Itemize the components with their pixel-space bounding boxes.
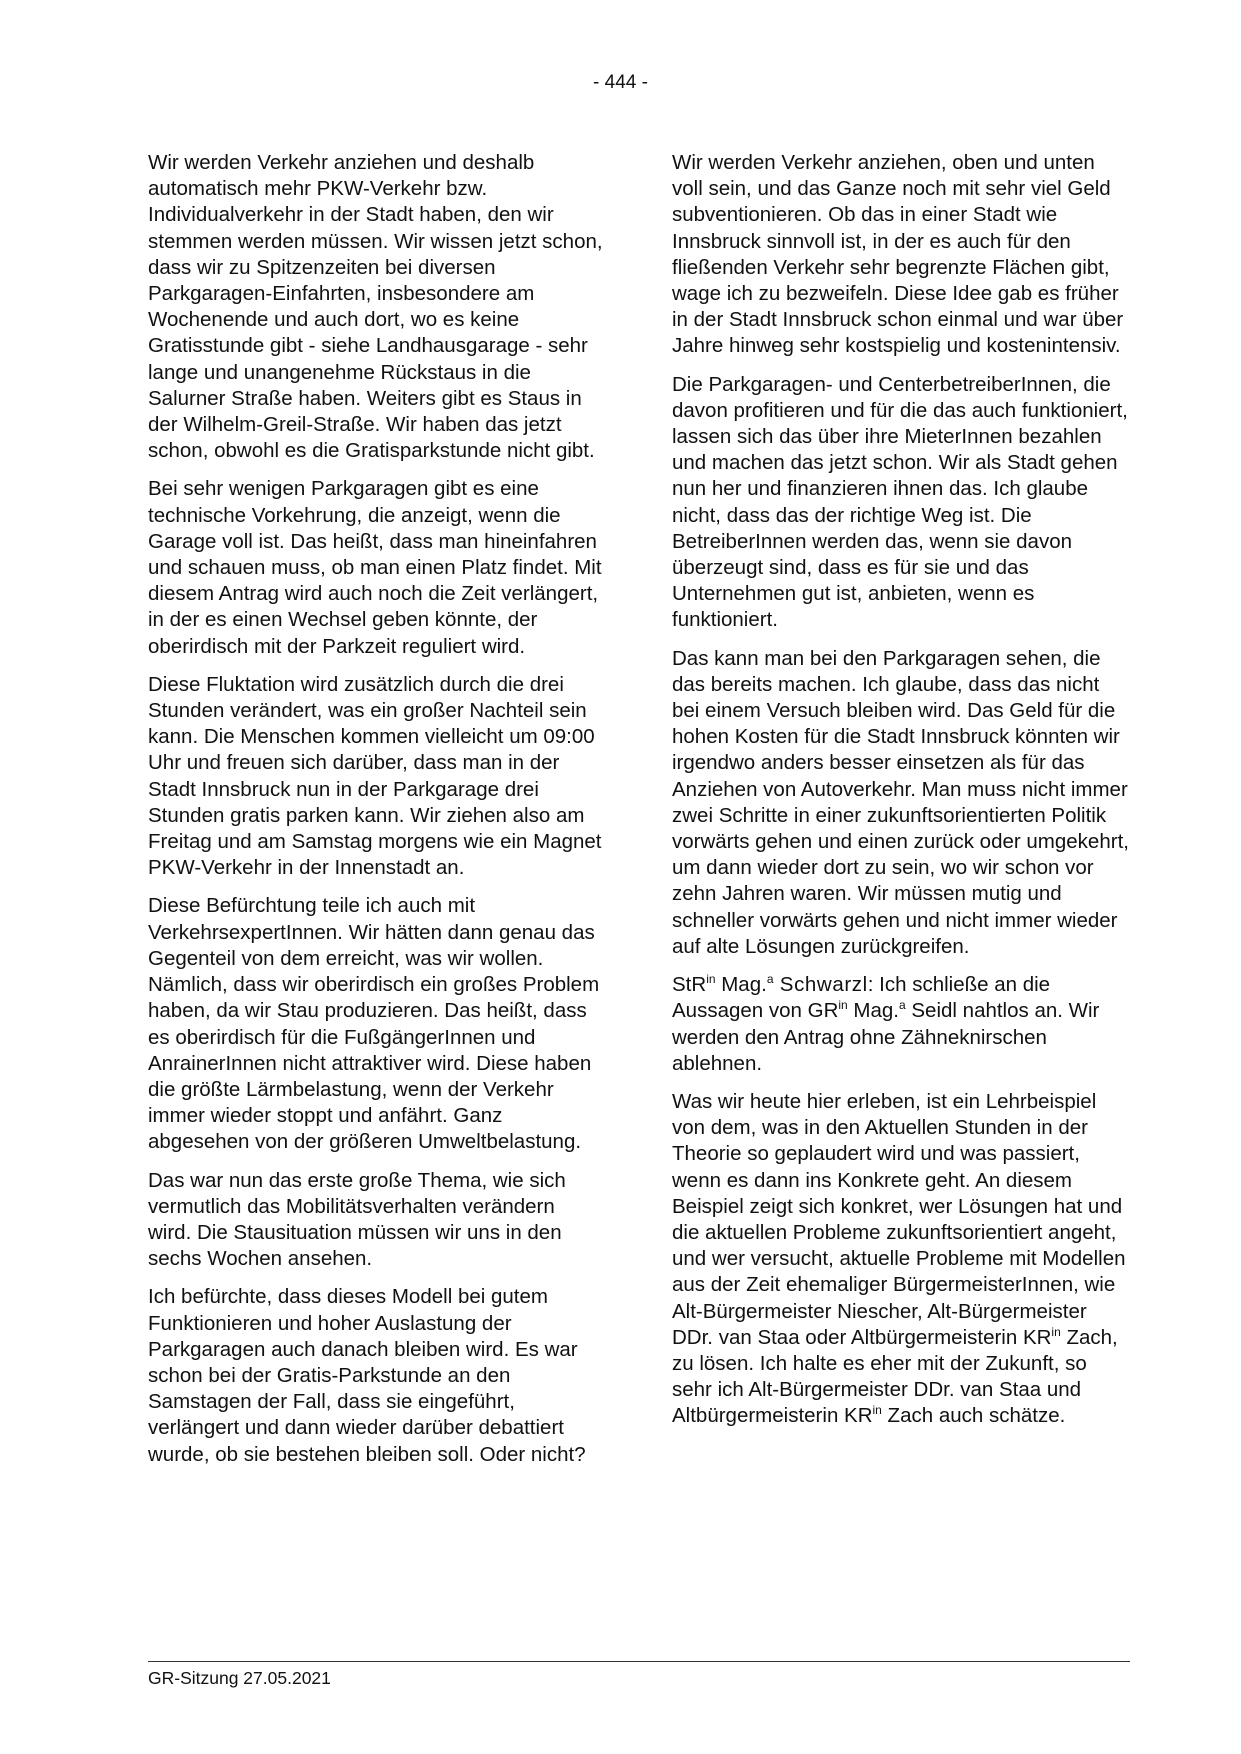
left-column [148, 150, 603, 1480]
superscript: in [838, 998, 848, 1013]
paragraph: Diese Fluktation wird zusätzlich durch die drei Stunden verändert, was ein großer Nachteil sein kann. Die Menschen kommen vielleicht um 09:00 Uhr und freuen sich darüber, dass man in der Stadt Innsbruck nun in der Parkgarage drei Stunden gratis parken kann. Wir ziehen also am Freitag und am Samstag morgens wie ein Magnet PKW-Verkehr in der Innenstadt an. [148, 672, 602, 880]
paragraph: Das kann man bei den Parkgaragen sehen, die das bereits machen. Ich glaube, dass das nicht bei einem Versuch bleiben wird. Das Geld für die hohen Kosten für die Stadt Innsbruck könnten wir irgendwo anders besser einsetzen als für das Anziehen von Autoverkehr. Man muss nicht immer zwei Schritte in einer zukunftsorientierten Politik vorwärts gehen und einen zurück oder umgekehrt, um dann wieder dort zu sein, wo wir schon vor zehn Jahren waren. Wir müssen mutig und schneller vorwärts gehen und nicht immer wieder auf alte Lösungen zurückgreifen. [672, 646, 1129, 958]
paragraph: Das war nun das erste große Thema, wie sich vermutlich das Mobilitätsverhalten verändern wird. Die Stausituation müssen wir uns in den sechs Wochen ansehen. [148, 1168, 566, 1271]
paragraph: Bei sehr wenigen Parkgaragen gibt es eine technische Vorkehrung, die anzeigt, wenn die Garage voll ist. Das heißt, dass man hineinfahren und schauen muss, ob man einen Platz findet. Mit diesem Antrag wird auch noch die Zeit verlängert, in der es einen Wechsel geben könnte, der oberirdisch mit der Parkzeit reguliert wird. [148, 477, 602, 658]
title-abbrev: Mag. [847, 999, 899, 1023]
superscript: a [766, 972, 774, 987]
text-run: Seidl nahtlos an. Wir werden den Antrag ohne Zähneknirschen ablehnen. [672, 999, 1100, 1075]
text-run: Was wir heute hier erleben, ist ein Lehrbeispiel von dem, was in den Aktuellen Stunden in der Theorie so geplaudert wird und was passiert, wenn es dann ins Konkrete geht. An diesem Beispiel zeigt sich konkret, wer Lösungen hat und die aktuellen Probleme zukunftsorientiert angeht, und wer versucht, aktuelle Probleme mit Modellen aus der Zeit ehemaliger BürgermeisterInnen, wie Alt-Bürgermeister Niescher, Alt-Bürgermeister DDr. van Staa oder Altbürgermeisterin KR [672, 1089, 1126, 1349]
speaker-paragraph [672, 972, 1130, 1077]
text-run: Zach auch schätze. [881, 1404, 1066, 1428]
superscript: in [872, 1403, 882, 1418]
paragraph: Wir werden Verkehr anziehen, oben und unten voll sein, und das Ganze noch mit sehr viel Geld subventionieren. Ob das in einer Stadt wie Innsbruck sinnvoll ist, in der es auch für den fließenden Verkehr sehr begrenzte Flächen gibt, wage ich zu bezweifeln. Diese Idee gab es früher in der Stadt Innsbruck schon einmal und war über Jahre hinweg sehr kostspielig und kostenintensiv. [672, 151, 1124, 358]
superscript: in [706, 972, 716, 987]
footer-rule [148, 1661, 1130, 1662]
paragraph: Ich befürchte, dass dieses Modell bei gutem Funktionieren und hoher Auslastung der Parkgaragen auch danach bleiben wird. Es war schon bei der Gratis-Parkstunde an den Samstagen der Fall, dass sie eingeführt, verlängert und dann wieder darüber debattiert wurde, ob sie bestehen bleiben soll. Oder nicht? [148, 1285, 586, 1466]
title-abbrev: StR [672, 973, 707, 997]
paragraph: Wir werden Verkehr anziehen und deshalb automatisch mehr PKW-Verkehr bzw. Individualverkehr in der Stadt haben, den wir stemmen werden müssen. Wir wissen jetzt schon, dass wir zu Spitzenzeiten bei diversen Parkgaragen-Einfahrten, insbesondere am Wochenende und auch dort, wo es keine Gratisstunde gibt - siehe Landhausgarage - sehr lange und unangenehme Rückstaus in die Salurner Straße haben. Weiters gibt es Staus in der Wilhelm-Greil-Straße. Wir haben das jetzt schon, obwohl es die Gratisparkstunde nicht gibt. [148, 151, 603, 463]
paragraph: Die Parkgaragen- und CenterbetreiberInnen, die davon profitieren und für die das auch funktioniert, lassen sich das über ihre MieterInnen bezahlen und machen das jetzt schon. Wir als Stadt gehen nun her und finanzieren ihnen das. Ich glaube nicht, dass das der richtige Weg ist. Die BetreiberInnen werden das, wenn sie davon überzeugt sind, dass es für sie und das Unternehmen gut ist, anbieten, wenn es funktioniert. [672, 372, 1128, 632]
paragraph [672, 1089, 1130, 1430]
footer-text: GR-Sitzung 27.05.2021 [148, 1668, 331, 1688]
page-number: - 444 - [593, 72, 648, 93]
superscript: a [899, 998, 906, 1013]
title-abbrev: Mag. [715, 973, 767, 997]
right-column [672, 150, 1130, 1442]
text-run: : Ich schließe an die Aussagen von GR [672, 973, 1051, 1023]
superscript: in [1051, 1324, 1061, 1339]
paragraph: Diese Befürchtung teile ich auch mit VerkehrsexpertInnen. Wir hätten dann genau das Gegenteil von dem erreicht, was wir wollen. Nämlich, dass wir oberirdisch ein großes Problem haben, da wir Stau produzieren. Das heißt, dass es oberirdisch für die FußgängerInnen und AnrainerInnen nicht attraktiver wird. Diese haben die größte Lärmbelastung, wenn der Verkehr immer wieder stoppt und anfährt. Ganz abgesehen von der größeren Umweltbelastung. [148, 894, 600, 1154]
speaker-name: Schwarzl [773, 973, 868, 997]
text-run: Zach, zu lösen. Ich halte es eher mit der Zukunft, so sehr ich Alt-Bürgermeister DDr. van Staa und Altbürgermeisterin KR [672, 1325, 1118, 1428]
